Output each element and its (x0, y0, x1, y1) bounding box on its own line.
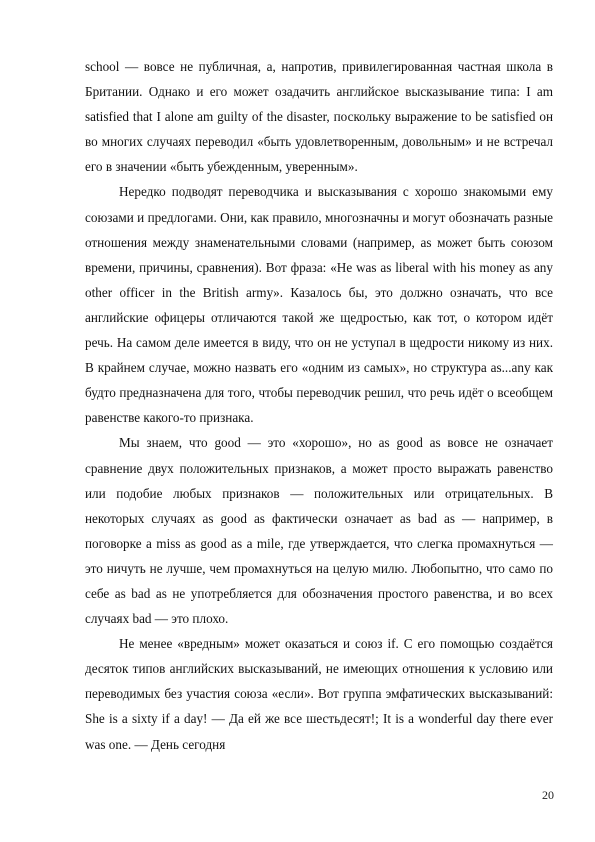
paragraph-4: Не менее «вредным» может оказаться и союз if. С его помощью создаётся десяток типов английских высказываний, не имеющих отношения к условию или переводимых без участия союза «если». Вот группа эмфатических высказываний: She is a sixty if a day! — Да ей же все шестьдесят!; It is a wonderful day there ever was one. — День сегодня (85, 636, 553, 752)
page-number: 20 (542, 788, 554, 802)
paragraph-3: Мы знаем, что good — это «хорошо», но as good as вовсе не означает сравнение двух положительных признаков, а может просто выражать равенство или подобие любых признаков — положительных или отрицательных. В некоторых случаях as good as фактически означает as bad as — например, в поговорке a miss as good as a mile, где утверждается, что слегка промахнуться — это ничуть не лучше, чем промахнуться на целую милю. Любопытно, что само по себе as bad as не употребляется для обозначения простого равенства, и во всех случаях bad — это плохо. (85, 435, 553, 627)
paragraph-1: school — вовсе не публичная, а, напротив, привилегированная частная школа в Британии. Однако и его может озадачить английское высказывание типа: I am satisfied that I alone am guilty of the disaster, поскольку выражение to be satisfied он во многих случаях переводил «быть удовлетворенным, довольным» и не встречал его в значении «быть убежденным, уверенным». (85, 59, 553, 175)
body-text (85, 54, 553, 757)
paragraph-2: Нередко подводят переводчика и высказывания с хорошо знакомыми ему союзами и предлогами. Они, как правило, многозначны и могут обозначать разные отношения между знаменательными словами (например, as может быть союзом времени, причины, сравнения). Вот фраза: «He was as liberal with his money as any other officer in the British army». Казалось бы, это должно означать, что все английские офицеры отличаются такой же щедростью, как тот, о котором идёт речь. На самом деле имеется в виду, что он не уступал в щедрости никому из них. В крайнем случае, можно назвать его «одним из самых», но структура as...any как будто предназначена для того, чтобы переводчик решил, что речь идёт о всеобщем равенстве какого-то признака. (85, 184, 553, 426)
